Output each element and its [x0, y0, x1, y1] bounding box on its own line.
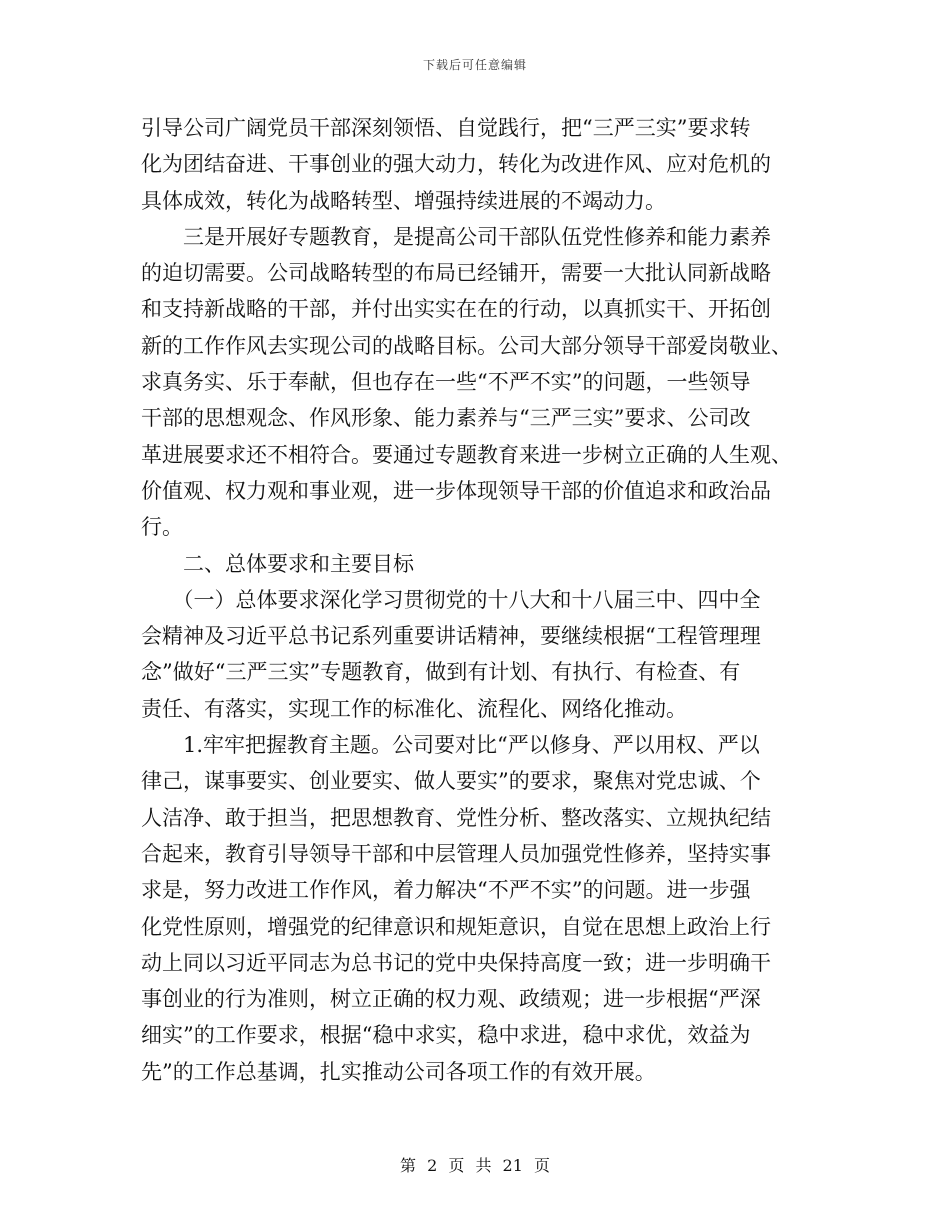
section-heading: 二、总体要求和主要目标: [141, 551, 414, 576]
text-line: 化党性原则，增强党的纪律意识和规矩意识，自觉在思想上政治上行: [141, 914, 771, 939]
text-line: 干部的思想观念、作风形象、能力素养与“三严三实”要求、公司改: [141, 406, 751, 431]
text-line: 和支持新战略的干部，并付出实实在在的行动，以真抓实干、开拓创: [141, 297, 771, 322]
text-line: 律己，谋事要实、创业要实、做人要实”的要求，聚焦对党忠诚、个: [141, 769, 761, 794]
text-line: 合起来，教育引导领导干部和中层管理人员加强党性修养，坚持实事: [141, 841, 771, 866]
text-line: 的迫切需要。公司战略转型的布局已经铺开，需要一大批认同新战略: [141, 261, 771, 286]
text-line: 事创业的行为准则，树立正确的权力观、政绩观；进一步根据“严深: [141, 987, 761, 1012]
text-line: 具体成效，转化为战略转型、增强持续进展的不竭动力。: [141, 188, 666, 213]
document-body: [141, 110, 809, 1090]
text-line: 动上同以习近平同志为总书记的党中央保持高度一致；进一步明确干: [141, 950, 771, 975]
text-line: 人洁净、敢于担当，把思想教育、党性分析、整改落实、立规执纪结: [141, 805, 771, 830]
text-line: 引导公司广阔党员干部深刻领悟、自觉践行，把“三严三实”要求转: [141, 116, 751, 140]
text-line: 念”做好“三严三实”专题教育，做到有计划、有执行、有检查、有: [141, 660, 741, 685]
text-line: 1.牢牢把握教育主题。公司要对比“严以修身、严以用权、严以: [141, 733, 760, 758]
text-line: 求真务实、乐于奉献，但也存在一些“不严不实”的问题，一些领导: [141, 370, 751, 395]
text-line: 行。: [141, 515, 183, 540]
text-line: 细实”的工作要求，根据“稳中求实，稳中求进，稳中求优，效益为: [141, 1023, 751, 1048]
text-line: 价值观、权力观和事业观，进一步体现领导干部的价值追求和政治品: [141, 478, 771, 503]
page-header-note: 下载后可任意编辑: [422, 58, 527, 72]
text-line: 三是开展好专题教育，是提高公司干部队伍党性修养和能力素养: [141, 224, 771, 249]
text-line: 先”的工作总基调，扎实推动公司各项工作的有效开展。: [141, 1059, 656, 1084]
text-line: 会精神及习近平总书记系列重要讲话精神，要继续根据“工程管理理: [141, 624, 761, 649]
text-line: 化为团结奋进、干事创业的强大动力，转化为改进作风、应对危机的: [141, 152, 771, 177]
text-line: 求是，努力改进工作作风，着力解决“不严不实”的问题。进一步强: [141, 878, 751, 903]
text-line: （一）总体要求深化学习贯彻党的十八大和十八届三中、四中全: [141, 587, 761, 612]
text-line: 新的工作作风去实现公司的战略目标。公司大部分领导干部爱岗敬业、: [141, 333, 792, 358]
text-line: 革进展要求还不相符合。要通过专题教育来进一步树立正确的人生观、: [141, 442, 792, 467]
page-number-footer: 第 2 页 共 21 页: [400, 1156, 550, 1175]
text-line: 责任、有落实，实现工作的标准化、流程化、网络化推动。: [141, 696, 687, 721]
